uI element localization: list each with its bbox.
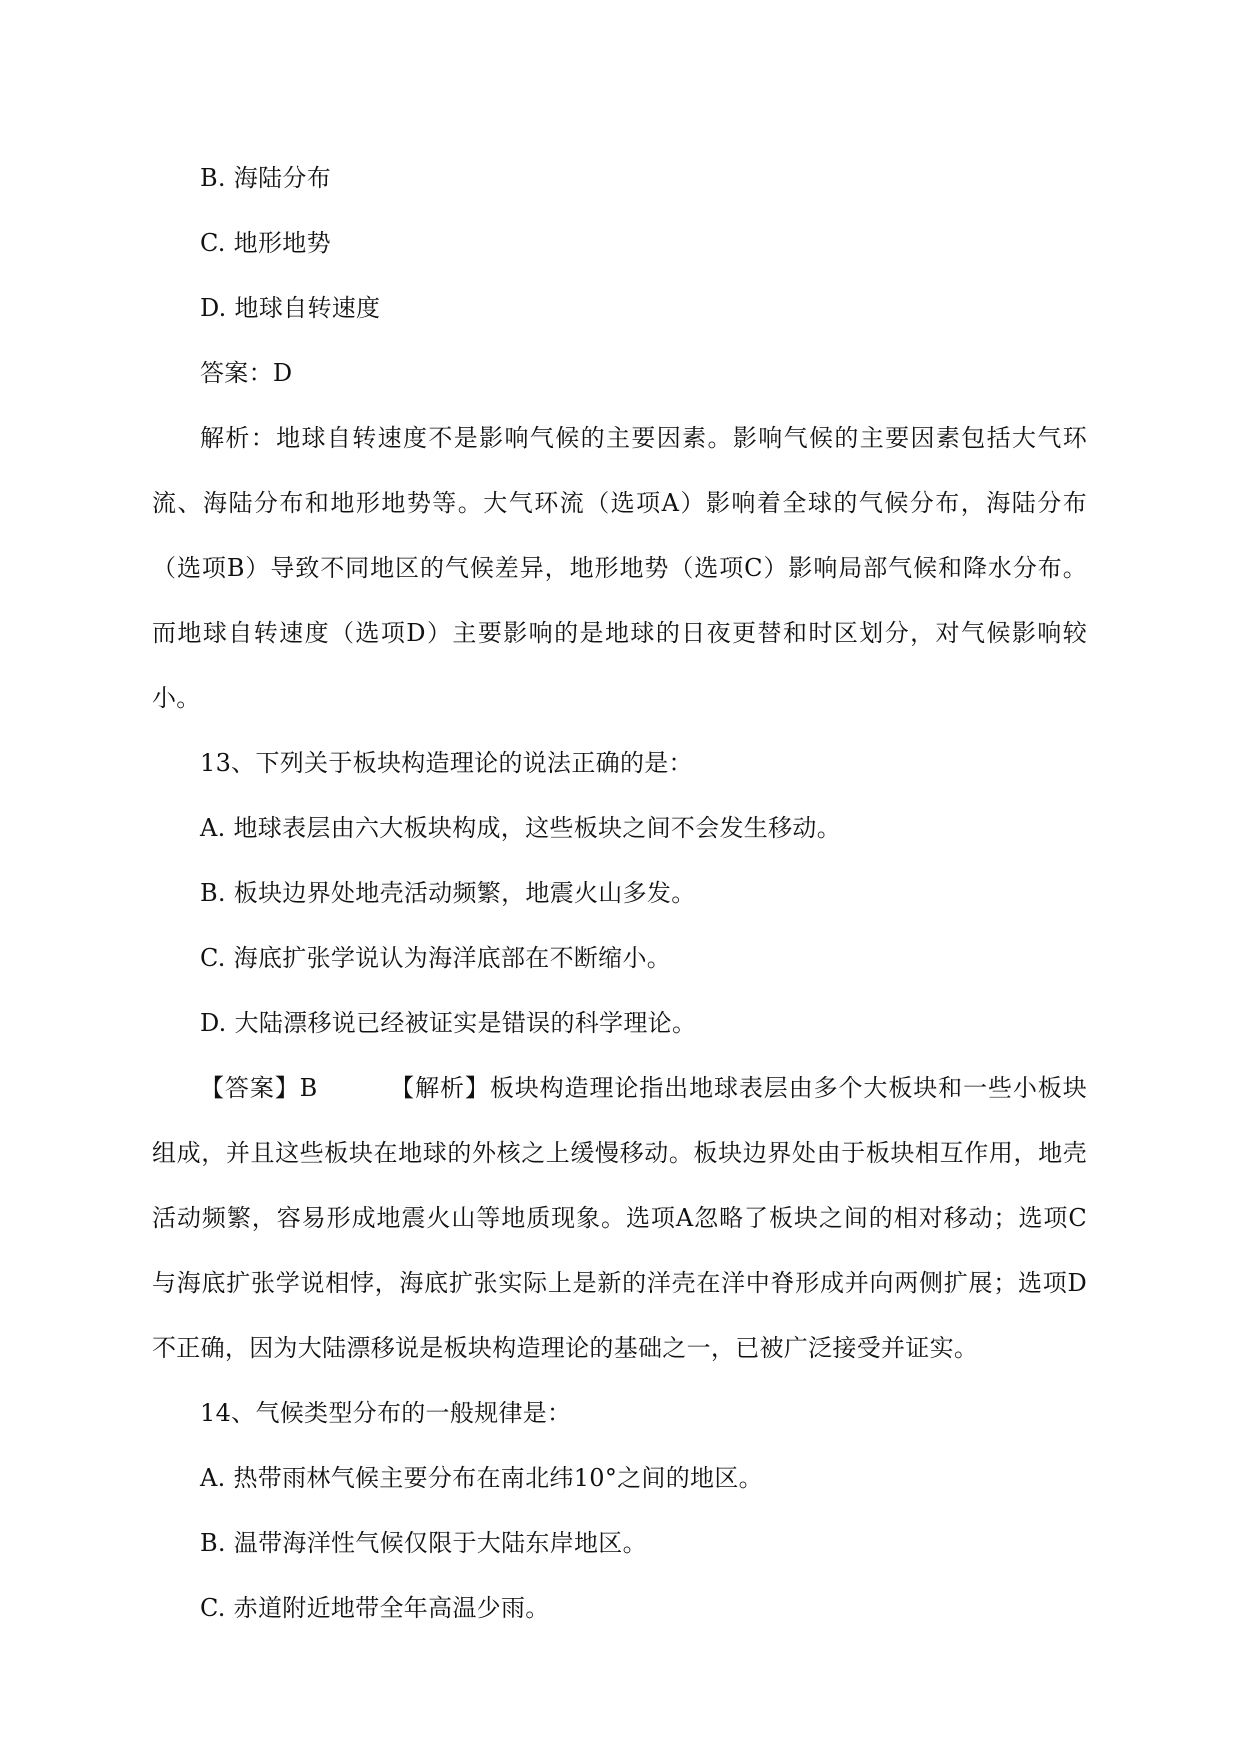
q13-option-c: C. 海底扩张学说认为海洋底部在不断缩小。 [200, 944, 672, 972]
q13-answer-explanation [152, 1056, 1087, 1381]
q13-question: 13、下列关于板块构造理论的说法正确的是： [200, 749, 693, 777]
q12-answer: 答案：D [200, 359, 293, 387]
q14-option-b: B. 温带海洋性气候仅限于大陆东岸地区。 [200, 1529, 647, 1557]
q12-option-b: B. 海陆分布 [200, 164, 331, 192]
q13-answer: 【答案】B [200, 1074, 318, 1102]
q12-option-c: C. 地形地势 [200, 229, 331, 257]
page-content [152, 146, 1087, 1641]
q14-option-a: A. 热带雨林气候主要分布在南北纬10°之间的地区。 [200, 1464, 763, 1492]
q14-option-c: C. 赤道附近地带全年高温少雨。 [200, 1594, 550, 1622]
q12-explanation: 解析：地球自转速度不是影响气候的主要因素。影响气候的主要因素包括大气环流、海陆分布和地形地势等。大气环流（选项A）影响着全球的气候分布，海陆分布（选项B）导致不同地区的气候差异，地形地势（选项C）影响局部气候和降水分布。而地球自转速度（选项D）主要影响的是地球的日夜更替和时区划分，对气候影响较小。 [152, 424, 1087, 712]
q14-question: 14、气候类型分布的一般规律是： [200, 1399, 572, 1427]
q13-explanation: 【解析】板块构造理论指出地球表层由多个大板块和一些小板块组成，并且这些板块在地球的外核之上缓慢移动。板块边界处由于板块相互作用，地壳活动频繁，容易形成地震火山等地质现象。选项A忽略了板块之间的相对移动；选项C与海底扩张学说相悖，海底扩张实际上是新的洋壳在洋中脊形成并向两侧扩展；选项D不正确，因为大陆漂移说是板块构造理论的基础之一，已被广泛接受并证实。 [152, 1074, 1087, 1362]
q12-option-d: D. 地球自转速度 [200, 294, 381, 322]
q13-option-a: A. 地球表层由六大板块构成，这些板块之间不会发生移动。 [200, 814, 841, 842]
q13-option-b: B. 板块边界处地壳活动频繁，地震火山多发。 [200, 879, 696, 907]
q13-option-d: D. 大陆漂移说已经被证实是错误的科学理论。 [200, 1009, 697, 1037]
